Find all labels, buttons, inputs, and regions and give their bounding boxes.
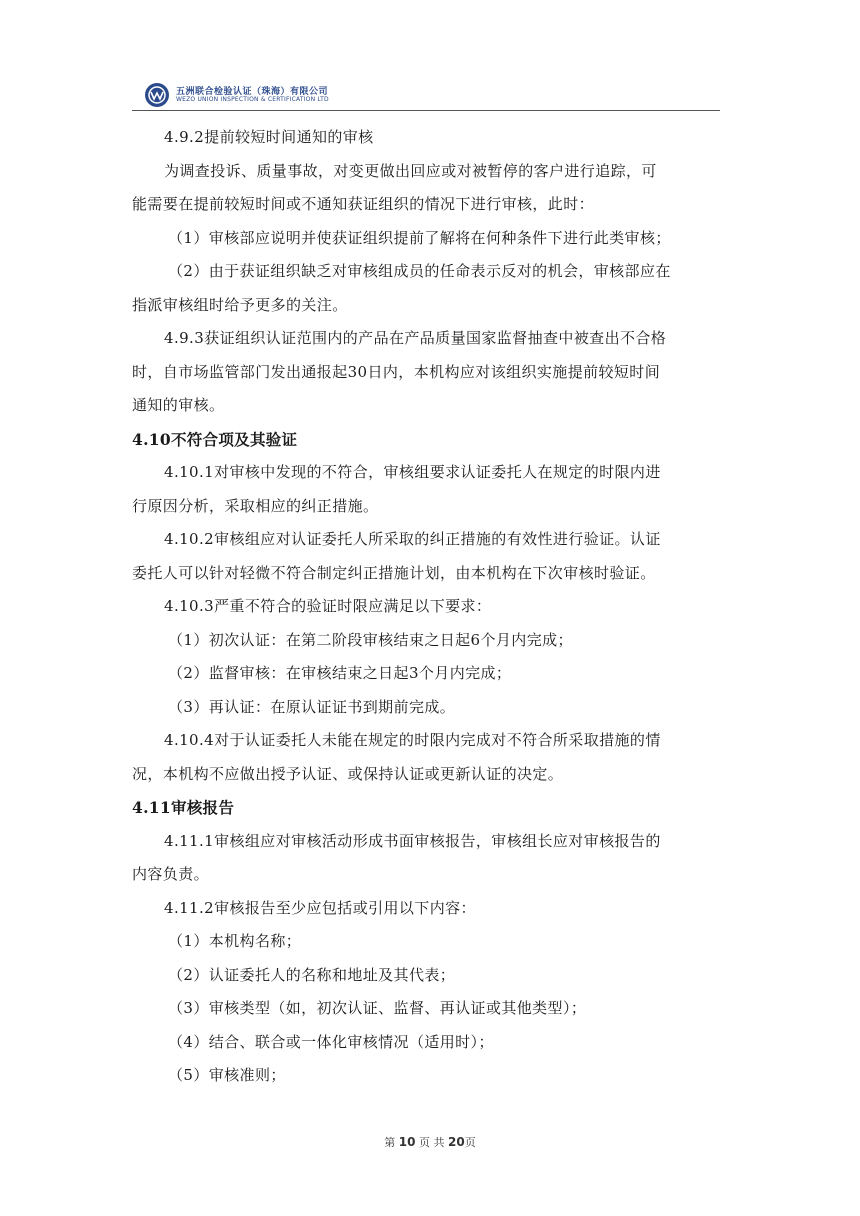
list-item: （1）审核部应说明并使获证组织提前了解将在何种条件下进行此类审核；: [168, 228, 671, 247]
total-page-count: 20: [448, 1135, 465, 1149]
paragraph-line: 4.10.1对审核中发现的不符合，审核组要求认证委托人在规定的时限内进: [164, 463, 661, 481]
page-footer: [0, 1134, 860, 1150]
footer-suffix: 页: [464, 1136, 476, 1149]
paragraph-line: 委托人可以针对轻微不符合制定纠正措施计划，由本机构在下次审核时验证。: [132, 563, 656, 582]
list-item: （5）审核准则；: [168, 1066, 286, 1084]
section-heading-4-11: 4.11审核报告: [132, 798, 235, 817]
company-logo-icon: [144, 82, 170, 108]
company-name-en: WEZO UNION INSPECTION & CERTIFICATION LTD: [176, 96, 329, 103]
footer-middle: 页 共: [419, 1136, 445, 1149]
page-header: [132, 80, 720, 111]
list-item: （4）结合、联合或一体化审核情况（适用时）；: [168, 1032, 494, 1051]
section-heading-4-10: 4.10不符合项及其验证: [132, 429, 298, 449]
paragraph-line: 4.9.3获证组织认证范围内的产品在产品质量国家监督抽查中被查出不合格: [164, 329, 667, 347]
paragraph-line: 时，自市场监管部门发出通报起30日内，本机构应对该组织实施提前较短时间: [132, 362, 661, 381]
paragraph-line: 为调查投诉、质量事故，对变更做出回应或对被暂停的客户进行追踪，可: [164, 161, 657, 180]
footer-prefix: 第: [384, 1136, 396, 1149]
company-name-cn: 五洲联合检验认证（珠海）有限公司: [176, 87, 329, 97]
paragraph-line: 4.11.1审核组应对审核活动形成书面审核报告，审核组长应对审核报告的: [164, 831, 661, 850]
paragraph-line: 指派审核组时给予更多的关注。: [132, 295, 348, 314]
document-body: [132, 121, 722, 1093]
paragraph-line: 4.11.2审核报告至少应包括或引用以下内容：: [164, 898, 476, 917]
current-page-number: 10: [398, 1135, 416, 1149]
paragraph-line: 4.10.3严重不符合的验证时限应满足以下要求：: [164, 597, 492, 615]
paragraph-line: 况，本机构不应做出授予认证、或保持认证或更新认证的决定。: [132, 764, 564, 783]
list-item: （1）本机构名称；: [168, 932, 302, 950]
section-title-4-9-2: 4.9.2提前较短时间通知的审核: [164, 128, 374, 146]
paragraph-line: 行原因分析，采取相应的纠正措施。: [132, 496, 379, 515]
list-item: （3）审核类型（如，初次认证、监督、再认证或其他类型）；: [168, 999, 587, 1017]
paragraph-line: 通知的审核。: [132, 396, 225, 414]
paragraph-line: 能需要在提前较短时间或不通知获证组织的情况下进行审核，此时：: [132, 195, 595, 213]
paragraph-line: 4.10.4对于认证委托人未能在规定的时限内完成对不符合所采取措施的情: [164, 731, 661, 749]
list-item: （3）再认证：在原认证证书到期前完成。: [168, 697, 456, 716]
list-item: （1）初次认证：在第二阶段审核结束之日起6个月内完成；: [168, 630, 573, 649]
list-item: （2）由于获证组织缺乏对审核组成员的任命表示反对的机会，审核部应在: [168, 262, 671, 280]
list-item: （2）监督审核：在审核结束之日起3个月内完成；: [168, 664, 512, 682]
paragraph-line: 4.10.2审核组应对认证委托人所采取的纠正措施的有效性进行验证。认证: [164, 530, 661, 548]
paragraph-line: 内容负责。: [132, 865, 210, 883]
list-item: （2）认证委托人的名称和地址及其代表；: [168, 965, 456, 984]
